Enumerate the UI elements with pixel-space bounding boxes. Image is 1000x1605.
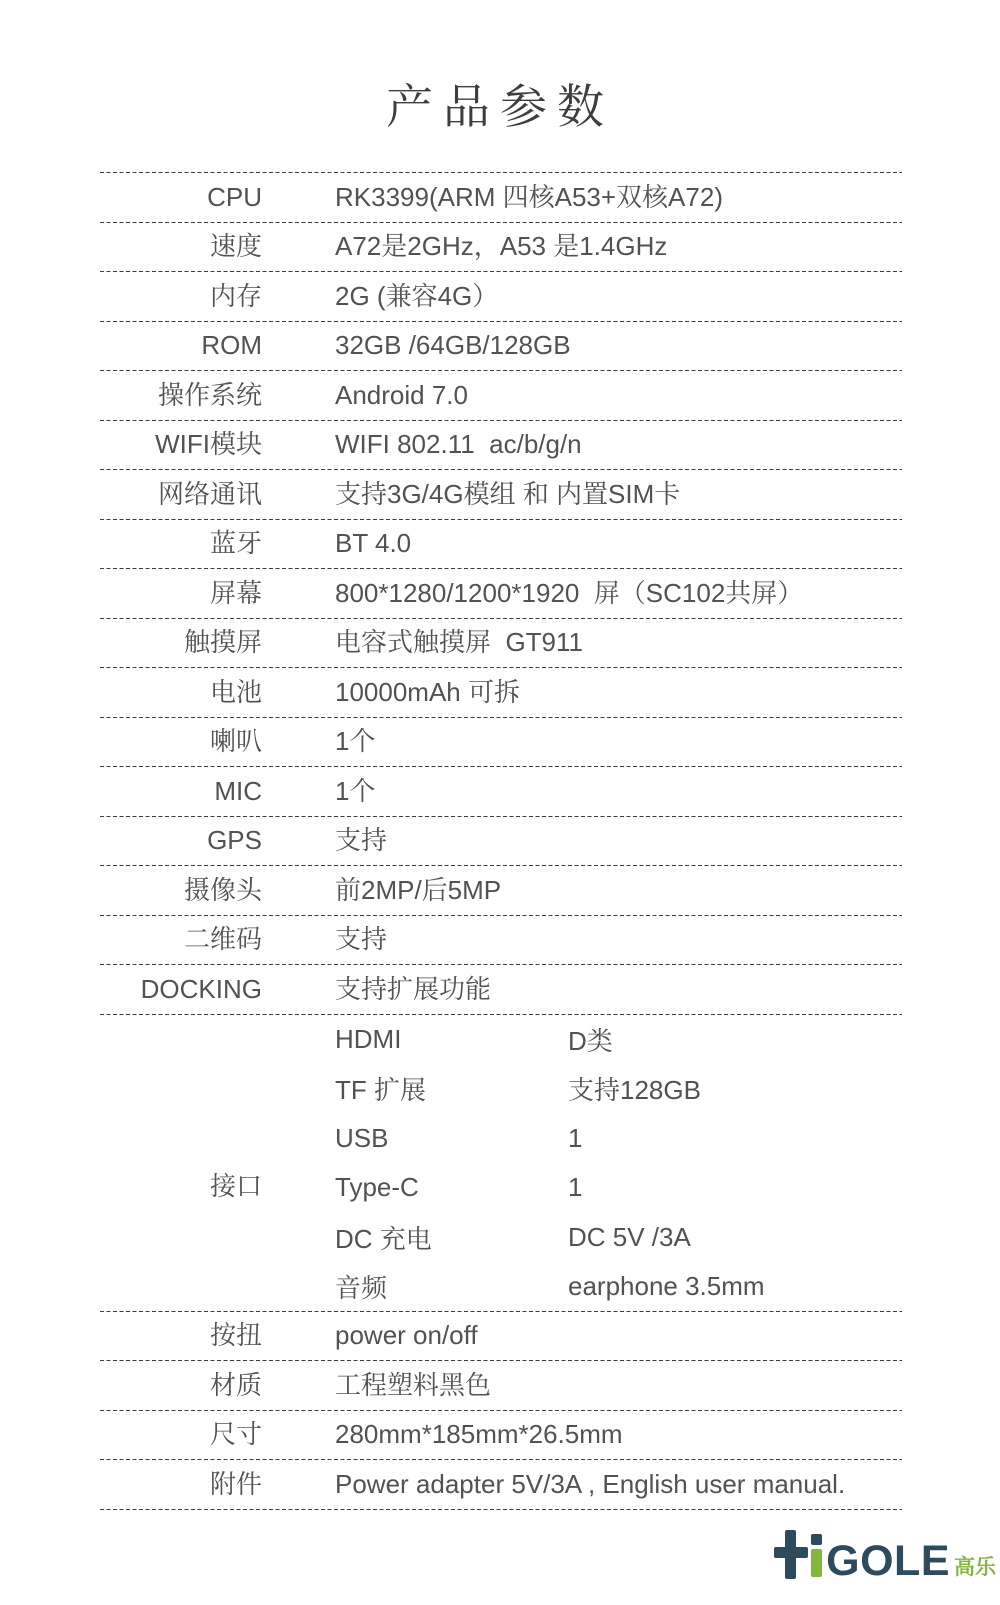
spec-value: Power adapter 5V/3A , English user manual. xyxy=(335,1468,846,1499)
spec-label: CPU xyxy=(207,181,262,212)
logo-chinese-name: 高乐 xyxy=(954,1555,996,1579)
interface-value: DC 5V /3A xyxy=(568,1221,691,1252)
interface-list xyxy=(262,1015,902,1312)
spec-row-battery xyxy=(100,668,902,718)
spec-value: RK3399(ARM 四核A53+双核A72) xyxy=(335,181,723,212)
spec-row-camera xyxy=(100,866,902,916)
spec-label: 蓝牙 xyxy=(209,528,262,559)
spec-value: 2G (兼容4G） xyxy=(335,280,499,311)
spec-value: power on/off xyxy=(335,1320,478,1351)
page-title: 产品参数 xyxy=(386,80,614,133)
spec-row-ram xyxy=(100,272,902,322)
spec-row-network xyxy=(100,470,902,520)
spec-label: 内存 xyxy=(209,280,262,311)
spec-value: 支持 xyxy=(335,924,388,955)
spec-row-touchscreen xyxy=(100,619,902,669)
spec-label: 材质 xyxy=(209,1369,262,1400)
spec-row-interface xyxy=(100,1015,902,1312)
interface-name: DC 充电 xyxy=(335,1223,432,1254)
spec-value: 支持扩展功能 xyxy=(335,973,492,1004)
spec-value: 800*1280/1200*1920 屏（SC102共屏） xyxy=(335,577,804,608)
spec-value: WIFI 802.11 ac/b/g/n xyxy=(335,429,582,460)
spec-row-rom xyxy=(100,322,902,372)
higole-i-icon xyxy=(811,1530,822,1579)
spec-label: 接口 xyxy=(209,1171,262,1202)
spec-label: 二维码 xyxy=(183,924,262,955)
spec-value: A72是2GHz，A53 是1.4GHz xyxy=(335,231,668,262)
interface-name: TF 扩展 xyxy=(335,1075,426,1106)
higole-logo xyxy=(774,1527,996,1585)
spec-row-gps xyxy=(100,817,902,867)
spec-row-bluetooth xyxy=(100,520,902,570)
interface-item-hdmi xyxy=(335,1015,902,1065)
spec-row-speaker xyxy=(100,718,902,768)
spec-label: GPS xyxy=(207,825,262,856)
spec-label: 速度 xyxy=(209,231,262,262)
logo-wordmark: GOLE xyxy=(826,1537,950,1585)
spec-label: MIC xyxy=(214,775,262,806)
interface-name: USB xyxy=(335,1122,389,1153)
interface-name: 音频 xyxy=(335,1273,388,1304)
spec-value: 32GB /64GB/128GB xyxy=(335,330,571,361)
spec-row-cpu xyxy=(100,173,902,223)
spec-label: 附件 xyxy=(209,1468,262,1499)
spec-value: 支持3G/4G模组 和 内置SIM卡 xyxy=(335,478,681,509)
spec-label: 摄像头 xyxy=(183,874,262,905)
interface-value: earphone 3.5mm xyxy=(568,1271,765,1302)
interface-item-tf xyxy=(335,1064,902,1114)
spec-value: 1个 xyxy=(335,726,376,757)
spec-value: Android 7.0 xyxy=(335,379,468,410)
spec-label: 尺寸 xyxy=(209,1419,262,1450)
spec-row-os xyxy=(100,371,902,421)
spec-label: DOCKING xyxy=(140,973,262,1004)
spec-row-docking xyxy=(100,965,902,1015)
spec-label: 屏幕 xyxy=(209,577,262,608)
spec-label: 电池 xyxy=(209,676,262,707)
interface-value: 1 xyxy=(568,1172,583,1203)
spec-value: 工程塑料黑色 xyxy=(335,1369,492,1400)
spec-row-wifi xyxy=(100,421,902,471)
spec-value: 支持 xyxy=(335,825,388,856)
spec-row-speed xyxy=(100,223,902,273)
higole-cross-icon xyxy=(774,1530,808,1579)
spec-table xyxy=(100,172,902,1510)
spec-row-qrcode xyxy=(100,916,902,966)
spec-label: 网络通讯 xyxy=(157,478,262,509)
spec-label: 喇叭 xyxy=(209,726,262,757)
spec-label: 操作系统 xyxy=(157,379,262,410)
interface-value: 支持128GB xyxy=(568,1075,701,1106)
spec-label: WIFI模块 xyxy=(155,429,262,460)
spec-row-material xyxy=(100,1361,902,1411)
spec-row-button xyxy=(100,1312,902,1362)
interface-item-usb xyxy=(335,1114,902,1164)
spec-value: BT 4.0 xyxy=(335,528,412,559)
interface-item-typec xyxy=(335,1163,902,1213)
spec-value: 前2MP/后5MP xyxy=(335,874,502,905)
interface-value: D类 xyxy=(568,1025,613,1056)
spec-row-mic xyxy=(100,767,902,817)
interface-name: Type-C xyxy=(335,1172,419,1203)
spec-value: 1个 xyxy=(335,775,376,806)
spec-value: 280mm*185mm*26.5mm xyxy=(335,1419,623,1450)
spec-label: ROM xyxy=(201,330,262,361)
interface-name: HDMI xyxy=(335,1023,402,1054)
interface-item-audio xyxy=(335,1262,902,1312)
interface-item-dc xyxy=(335,1213,902,1263)
interface-value: 1 xyxy=(568,1122,583,1153)
spec-row-screen xyxy=(100,569,902,619)
spec-row-accessories xyxy=(100,1460,902,1510)
spec-value: 电容式触摸屏 GT911 xyxy=(335,627,584,658)
spec-value: 10000mAh 可拆 xyxy=(335,676,520,707)
spec-label: 按扭 xyxy=(209,1320,262,1351)
spec-label: 触摸屏 xyxy=(183,627,262,658)
spec-row-dimensions xyxy=(100,1411,902,1461)
